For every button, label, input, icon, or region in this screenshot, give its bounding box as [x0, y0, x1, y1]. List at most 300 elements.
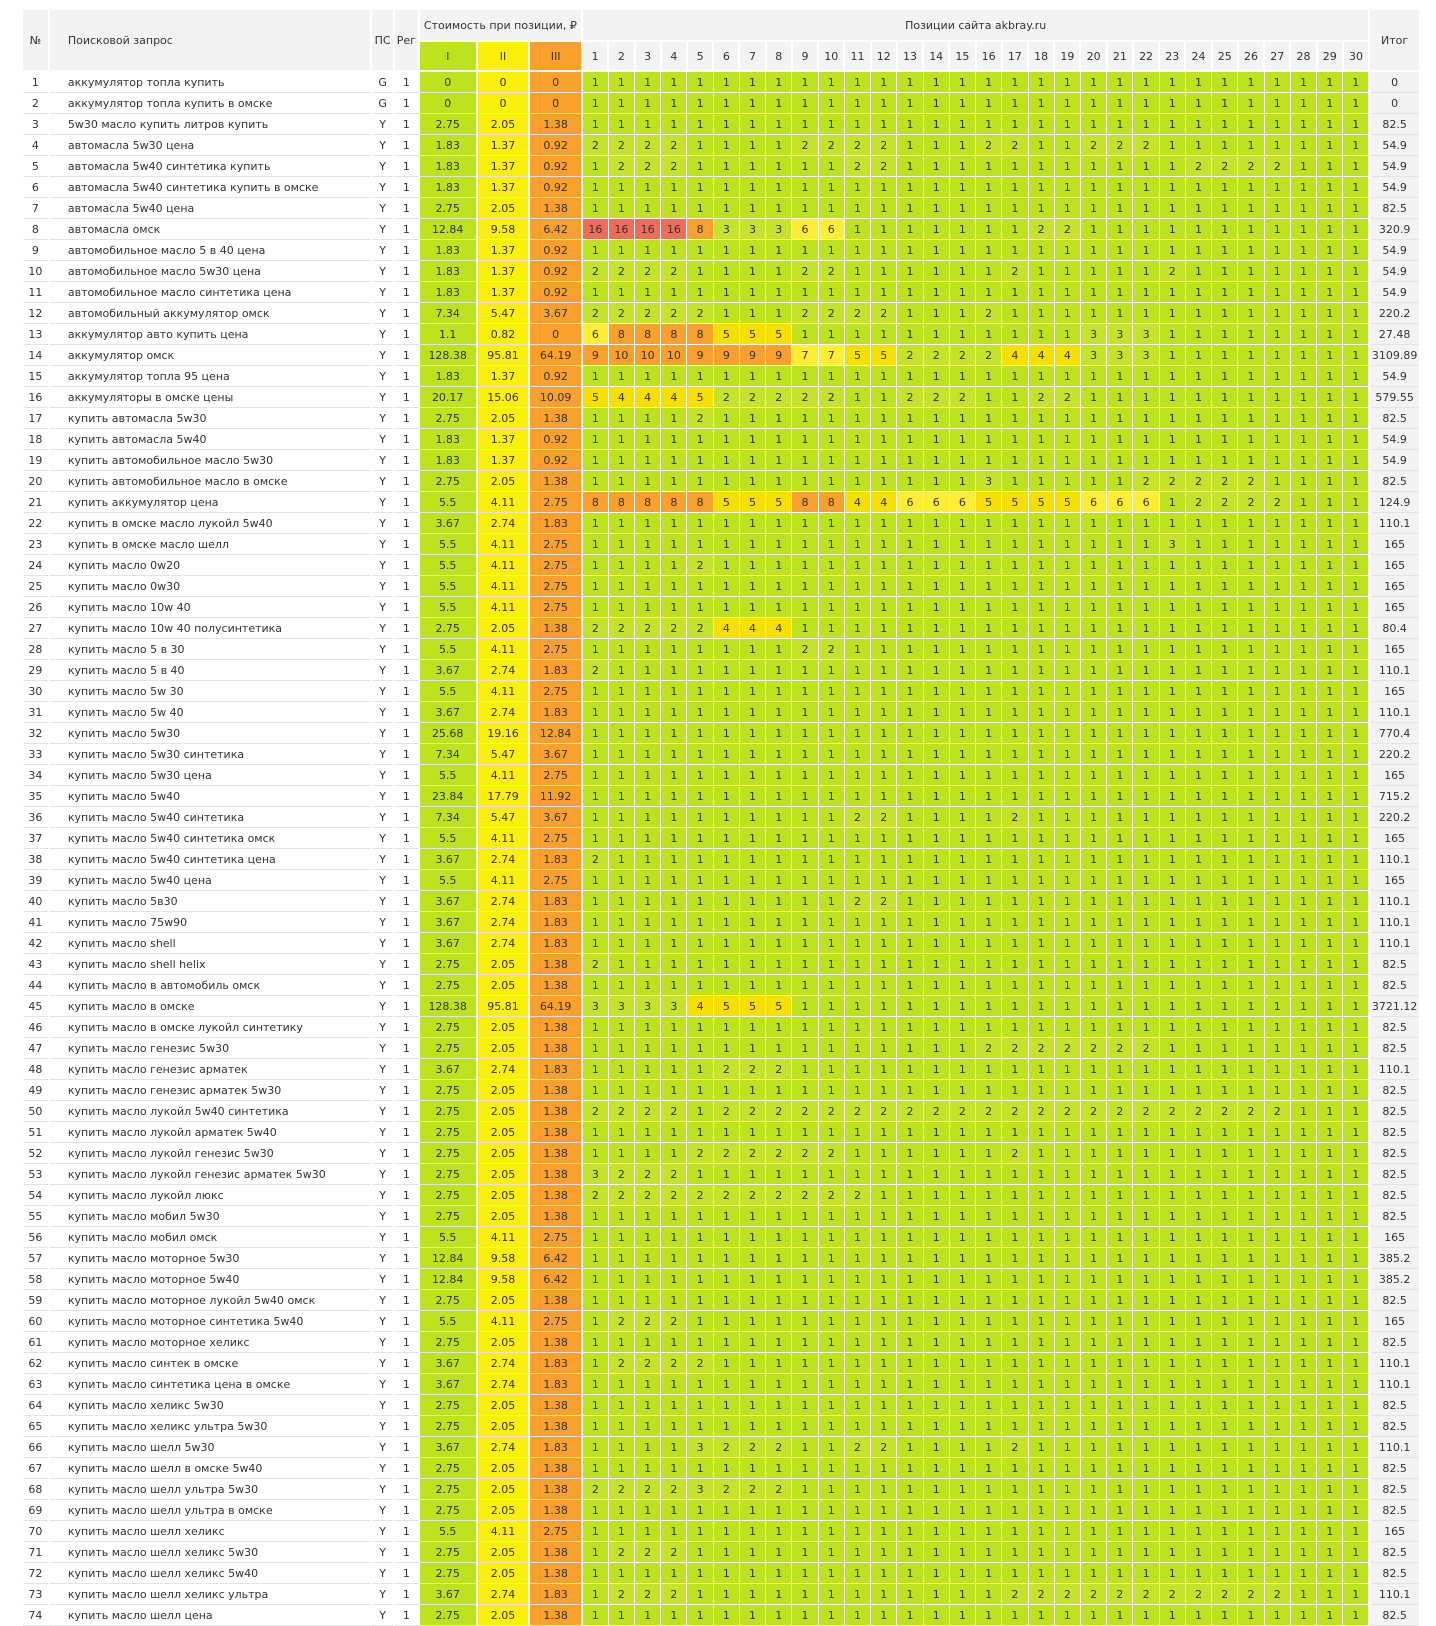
position-cell: 1 [635, 1500, 661, 1521]
position-cell: 1 [1343, 114, 1369, 135]
position-cell: 1 [976, 1269, 1002, 1290]
position-cell: 1 [923, 366, 949, 387]
position-cell: 1 [713, 1353, 739, 1374]
position-cell: 1 [766, 135, 792, 156]
position-cell: 1 [1290, 1395, 1316, 1416]
position-cell: 1 [1185, 177, 1211, 198]
row-query: купить масло в автомобиль омск [49, 975, 371, 996]
position-cell: 1 [1290, 1500, 1316, 1521]
position-cell: 1 [1238, 870, 1264, 891]
position-cell: 1 [687, 786, 713, 807]
row-cost-II: 4.11 [477, 576, 530, 597]
position-cell: 2 [687, 408, 713, 429]
position-cell: 1 [582, 1542, 608, 1563]
position-cell: 1 [661, 786, 687, 807]
position-cell: 1 [976, 1164, 1002, 1185]
position-cell: 2 [1002, 1143, 1028, 1164]
position-cell: 2 [792, 639, 818, 660]
position-cell: 1 [1107, 681, 1133, 702]
row-cost-II: 2.05 [477, 114, 530, 135]
position-cell: 1 [1212, 1164, 1238, 1185]
position-cell: 1 [1159, 555, 1185, 576]
position-cell: 2 [582, 1101, 608, 1122]
position-cell: 1 [1238, 744, 1264, 765]
position-cell: 1 [1028, 996, 1054, 1017]
row-cost-III: 1.83 [529, 1059, 582, 1080]
position-cell: 10 [608, 345, 634, 366]
position-cell: 1 [871, 1143, 897, 1164]
row-cost-III: 0.92 [529, 240, 582, 261]
position-cell: 1 [1054, 366, 1080, 387]
position-cell: 1 [792, 576, 818, 597]
position-cell: 1 [687, 765, 713, 786]
position-cell: 1 [818, 1248, 844, 1269]
position-cell: 1 [1185, 1542, 1211, 1563]
position-cell: 1 [897, 1311, 923, 1332]
position-cell: 1 [923, 219, 949, 240]
position-cell: 1 [1133, 1458, 1159, 1479]
position-cell: 1 [1264, 1038, 1290, 1059]
position-cell: 1 [1317, 1143, 1343, 1164]
position-cell: 1 [713, 282, 739, 303]
row-query: автомобильное масло 5w30 цена [49, 261, 371, 282]
row-reg: 1 [394, 93, 419, 114]
position-cell: 1 [792, 1311, 818, 1332]
position-cell: 1 [582, 177, 608, 198]
position-cell: 3 [1107, 345, 1133, 366]
position-cell: 1 [739, 912, 765, 933]
position-cell: 1 [739, 576, 765, 597]
position-cell: 2 [1238, 492, 1264, 513]
position-cell: 1 [1212, 1542, 1238, 1563]
position-cell: 1 [1238, 1206, 1264, 1227]
position-cell: 1 [1159, 1248, 1185, 1269]
position-cell: 1 [713, 1563, 739, 1584]
position-cell: 1 [661, 681, 687, 702]
row-cost-I: 128.38 [419, 345, 477, 366]
position-cell: 1 [1002, 1311, 1028, 1332]
position-cell: 1 [713, 261, 739, 282]
position-cell: 1 [949, 1605, 975, 1626]
row-cost-II: 1.37 [477, 240, 530, 261]
position-cell: 1 [1107, 744, 1133, 765]
position-cell: 1 [1054, 1311, 1080, 1332]
position-cell: 1 [1054, 408, 1080, 429]
position-cell: 2 [897, 1101, 923, 1122]
row-query: купить автомобильное масло 5w30 [49, 450, 371, 471]
position-cell: 1 [713, 744, 739, 765]
position-cell: 1 [608, 555, 634, 576]
position-cell: 1 [1133, 429, 1159, 450]
position-cell: 1 [1343, 1563, 1369, 1584]
row-total: 54.9 [1369, 177, 1420, 198]
position-cell: 1 [687, 429, 713, 450]
position-cell: 1 [1185, 93, 1211, 114]
position-cell: 2 [582, 660, 608, 681]
row-ps: Y [371, 450, 394, 471]
position-cell: 6 [582, 324, 608, 345]
position-cell: 1 [739, 1542, 765, 1563]
position-cell: 1 [1212, 261, 1238, 282]
table-row [22, 1143, 1420, 1164]
position-cell: 2 [1080, 135, 1106, 156]
position-cell: 1 [1002, 282, 1028, 303]
position-cell: 1 [792, 681, 818, 702]
position-cell: 1 [949, 219, 975, 240]
position-cell: 1 [818, 177, 844, 198]
position-cell: 1 [923, 1122, 949, 1143]
row-ps: Y [371, 807, 394, 828]
position-cell: 1 [1290, 639, 1316, 660]
position-cell: 1 [1028, 723, 1054, 744]
row-reg: 1 [394, 1185, 419, 1206]
position-cell: 1 [766, 1290, 792, 1311]
position-cell: 1 [976, 996, 1002, 1017]
row-cost-II: 2.05 [477, 1458, 530, 1479]
position-cell: 1 [844, 1374, 870, 1395]
position-cell: 1 [1080, 1605, 1106, 1626]
position-cell: 1 [976, 114, 1002, 135]
position-cell: 1 [897, 1416, 923, 1437]
position-cell: 1 [766, 891, 792, 912]
row-query: автомасла 5w40 синтетика купить [49, 156, 371, 177]
position-cell: 1 [844, 576, 870, 597]
position-cell: 1 [661, 71, 687, 93]
position-cell: 1 [661, 1605, 687, 1626]
position-cell: 1 [897, 1017, 923, 1038]
position-cell: 1 [1107, 513, 1133, 534]
position-cell: 1 [897, 1479, 923, 1500]
position-cell: 1 [1002, 324, 1028, 345]
position-cell: 1 [818, 681, 844, 702]
position-cell: 1 [818, 1521, 844, 1542]
position-cell: 1 [844, 1290, 870, 1311]
position-cell: 1 [1159, 1374, 1185, 1395]
table-row [22, 849, 1420, 870]
position-cell: 1 [661, 114, 687, 135]
position-cell: 1 [635, 723, 661, 744]
position-cell: 1 [949, 1017, 975, 1038]
position-cell: 1 [792, 744, 818, 765]
position-cell: 1 [766, 639, 792, 660]
position-cell: 2 [582, 1479, 608, 1500]
position-cell: 1 [1028, 177, 1054, 198]
position-cell: 1 [844, 618, 870, 639]
position-cell: 1 [1185, 996, 1211, 1017]
position-cell: 1 [1185, 891, 1211, 912]
position-cell: 1 [1238, 1017, 1264, 1038]
position-cell: 1 [1107, 1017, 1133, 1038]
position-cell: 1 [923, 1164, 949, 1185]
table-row [22, 1206, 1420, 1227]
position-cell: 1 [897, 177, 923, 198]
position-cell: 1 [582, 576, 608, 597]
position-cell: 1 [1133, 387, 1159, 408]
position-cell: 1 [897, 450, 923, 471]
position-cell: 1 [1054, 114, 1080, 135]
position-cell: 2 [608, 1353, 634, 1374]
position-cell: 1 [739, 891, 765, 912]
row-total: 54.9 [1369, 450, 1420, 471]
row-num: 37 [22, 828, 49, 849]
table-row [22, 534, 1420, 555]
position-cell: 1 [792, 555, 818, 576]
row-num: 21 [22, 492, 49, 513]
position-cell: 1 [923, 681, 949, 702]
position-cell: 1 [582, 891, 608, 912]
position-cell: 1 [1264, 324, 1290, 345]
position-cell: 1 [687, 639, 713, 660]
position-cell: 1 [1343, 723, 1369, 744]
position-cell: 1 [1133, 786, 1159, 807]
position-cell: 1 [949, 1059, 975, 1080]
position-cell: 1 [739, 303, 765, 324]
position-cell: 1 [871, 282, 897, 303]
position-cell: 1 [949, 177, 975, 198]
position-cell: 2 [739, 1185, 765, 1206]
row-ps: Y [371, 597, 394, 618]
position-cell: 1 [713, 1248, 739, 1269]
position-cell: 1 [844, 1395, 870, 1416]
row-ps: G [371, 93, 394, 114]
position-cell: 1 [923, 450, 949, 471]
row-cost-I: 5.5 [419, 534, 477, 555]
position-cell: 1 [1290, 1542, 1316, 1563]
position-cell: 1 [976, 555, 1002, 576]
header-position-3: 3 [635, 41, 661, 71]
position-cell: 1 [582, 1080, 608, 1101]
position-cell: 1 [766, 765, 792, 786]
position-cell: 1 [1133, 1500, 1159, 1521]
position-cell: 1 [1264, 450, 1290, 471]
position-cell: 1 [844, 1164, 870, 1185]
position-cell: 1 [1212, 681, 1238, 702]
position-cell: 1 [1264, 1437, 1290, 1458]
position-cell: 1 [949, 891, 975, 912]
position-cell: 1 [582, 744, 608, 765]
position-cell: 1 [1264, 1290, 1290, 1311]
position-cell: 1 [976, 1332, 1002, 1353]
row-cost-II: 4.11 [477, 555, 530, 576]
row-total: 165 [1369, 534, 1420, 555]
position-cell: 1 [635, 849, 661, 870]
position-cell: 1 [949, 1374, 975, 1395]
position-cell: 2 [792, 135, 818, 156]
position-cell: 1 [766, 1269, 792, 1290]
position-cell: 1 [1159, 786, 1185, 807]
row-ps: Y [371, 849, 394, 870]
position-cell: 2 [818, 135, 844, 156]
position-cell: 1 [713, 513, 739, 534]
row-cost-I: 5.5 [419, 828, 477, 849]
row-cost-II: 1.37 [477, 450, 530, 471]
position-cell: 1 [792, 240, 818, 261]
position-cell: 1 [1159, 870, 1185, 891]
position-cell: 1 [1212, 1290, 1238, 1311]
row-query: купить масло в омске лукойл синтетику [49, 1017, 371, 1038]
row-query: купить масло 5 в 30 [49, 639, 371, 660]
row-total: 54.9 [1369, 261, 1420, 282]
position-cell: 1 [1028, 681, 1054, 702]
row-num: 42 [22, 933, 49, 954]
position-cell: 1 [1264, 387, 1290, 408]
position-cell: 2 [1185, 1584, 1211, 1605]
position-cell: 3 [739, 219, 765, 240]
table-row [22, 1017, 1420, 1038]
row-cost-II: 2.74 [477, 660, 530, 681]
position-cell: 2 [661, 135, 687, 156]
position-cell: 1 [1002, 156, 1028, 177]
position-cell: 1 [1133, 975, 1159, 996]
position-cell: 1 [635, 366, 661, 387]
position-cell: 1 [818, 1269, 844, 1290]
position-cell: 1 [844, 198, 870, 219]
position-cell: 1 [1317, 1479, 1343, 1500]
position-cell: 1 [661, 849, 687, 870]
position-cell: 1 [871, 1269, 897, 1290]
position-cell: 1 [582, 93, 608, 114]
position-cell: 1 [635, 534, 661, 555]
row-reg: 1 [394, 1374, 419, 1395]
position-cell: 1 [949, 1290, 975, 1311]
row-reg: 1 [394, 114, 419, 135]
position-cell: 1 [1238, 576, 1264, 597]
row-num: 50 [22, 1101, 49, 1122]
position-cell: 1 [923, 1437, 949, 1458]
row-query: купить в омске масло лукойл 5w40 [49, 513, 371, 534]
position-cell: 1 [766, 450, 792, 471]
position-cell: 1 [1290, 324, 1316, 345]
position-cell: 2 [713, 1059, 739, 1080]
position-cell: 1 [1290, 933, 1316, 954]
position-cell: 1 [871, 450, 897, 471]
table-row [22, 1332, 1420, 1353]
position-cell: 1 [1002, 1290, 1028, 1311]
position-cell: 1 [923, 702, 949, 723]
position-cell: 1 [582, 597, 608, 618]
row-total: 3109.89 [1369, 345, 1420, 366]
position-cell: 1 [582, 1458, 608, 1479]
position-cell: 1 [897, 597, 923, 618]
position-cell: 1 [1290, 93, 1316, 114]
position-cell: 1 [1185, 954, 1211, 975]
position-cell: 1 [766, 1353, 792, 1374]
row-cost-III: 6.42 [529, 219, 582, 240]
position-cell: 1 [1159, 93, 1185, 114]
position-cell: 1 [1343, 513, 1369, 534]
position-cell: 1 [897, 555, 923, 576]
position-cell: 2 [1212, 156, 1238, 177]
position-cell: 1 [1185, 786, 1211, 807]
position-cell: 1 [923, 198, 949, 219]
position-cell: 1 [792, 1227, 818, 1248]
header-query: Поисковой запрос [49, 9, 371, 71]
position-cell: 2 [1080, 1584, 1106, 1605]
position-cell: 1 [766, 555, 792, 576]
position-cell: 1 [871, 870, 897, 891]
row-cost-I: 2.75 [419, 1332, 477, 1353]
position-cell: 1 [1054, 1395, 1080, 1416]
position-cell: 1 [661, 576, 687, 597]
position-cell: 1 [897, 1458, 923, 1479]
row-query: автомобильное масло синтетика цена [49, 282, 371, 303]
position-cell: 1 [1238, 786, 1264, 807]
position-cell: 1 [1107, 1605, 1133, 1626]
position-cell: 1 [582, 828, 608, 849]
position-cell: 1 [897, 366, 923, 387]
position-cell: 5 [1002, 492, 1028, 513]
position-cell: 1 [1264, 345, 1290, 366]
position-cell: 2 [661, 156, 687, 177]
position-cell: 2 [661, 1479, 687, 1500]
position-cell: 1 [1002, 366, 1028, 387]
position-cell: 1 [1107, 303, 1133, 324]
position-cell: 1 [1317, 93, 1343, 114]
position-cell: 1 [844, 513, 870, 534]
row-reg: 1 [394, 1605, 419, 1626]
position-cell: 1 [897, 219, 923, 240]
position-cell: 1 [1002, 1416, 1028, 1437]
position-cell: 1 [818, 1332, 844, 1353]
position-cell: 1 [897, 996, 923, 1017]
position-cell: 1 [739, 954, 765, 975]
position-cell: 1 [1054, 93, 1080, 114]
position-cell: 1 [1238, 387, 1264, 408]
position-cell: 1 [1054, 870, 1080, 891]
position-cell: 1 [1159, 1164, 1185, 1185]
row-cost-III: 1.38 [529, 1605, 582, 1626]
position-cell: 1 [1212, 996, 1238, 1017]
position-cell: 1 [635, 471, 661, 492]
position-cell: 1 [1212, 828, 1238, 849]
position-cell: 1 [608, 177, 634, 198]
position-cell: 1 [1238, 891, 1264, 912]
position-cell: 1 [1290, 1080, 1316, 1101]
position-cell: 1 [871, 1248, 897, 1269]
position-cell: 1 [713, 954, 739, 975]
position-cell: 1 [818, 1458, 844, 1479]
position-cell: 1 [1343, 828, 1369, 849]
row-query: купить масло 5w30 синтетика [49, 744, 371, 765]
position-cell: 1 [1212, 744, 1238, 765]
position-cell: 1 [897, 744, 923, 765]
row-num: 38 [22, 849, 49, 870]
position-cell: 1 [949, 1248, 975, 1269]
row-num: 11 [22, 282, 49, 303]
position-cell: 1 [1238, 1563, 1264, 1584]
row-num: 18 [22, 429, 49, 450]
row-cost-I: 2.75 [419, 471, 477, 492]
position-cell: 1 [976, 1227, 1002, 1248]
position-cell: 1 [897, 975, 923, 996]
row-reg: 1 [394, 1038, 419, 1059]
row-total: 220.2 [1369, 303, 1420, 324]
position-cell: 3 [687, 1437, 713, 1458]
row-num: 47 [22, 1038, 49, 1059]
position-cell: 1 [1238, 1185, 1264, 1206]
position-cell: 2 [635, 1311, 661, 1332]
position-cell: 1 [1107, 1353, 1133, 1374]
position-cell: 1 [1238, 954, 1264, 975]
position-cell: 1 [923, 324, 949, 345]
position-cell: 1 [1107, 1374, 1133, 1395]
position-cell: 1 [635, 1395, 661, 1416]
position-cell: 1 [792, 450, 818, 471]
row-total: 0 [1369, 93, 1420, 114]
row-query: 5w30 масло купить литров купить [49, 114, 371, 135]
row-total: 165 [1369, 765, 1420, 786]
position-cell: 1 [976, 576, 1002, 597]
